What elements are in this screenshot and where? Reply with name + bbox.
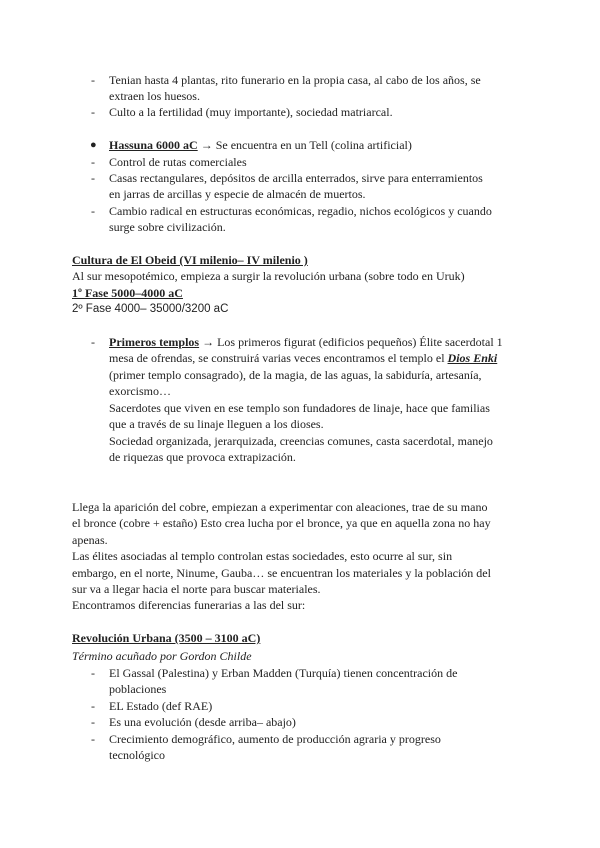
- bullet-icon: ●: [90, 139, 97, 151]
- list-dash: -: [91, 732, 95, 746]
- paragraph-line: embargo, en el norte, Ninume, Gauba… se encuentran los materiales y la población del: [72, 566, 491, 580]
- templos-text: exorcismo…: [109, 384, 171, 398]
- templos-text: Sociedad organizada, jerarquizada, creencias comunes, casta sacerdotal, manejo: [109, 434, 493, 448]
- list-dash: -: [91, 155, 95, 169]
- list-item: Es una evolución (desde arriba– abajo): [109, 715, 296, 729]
- list-item: Tenian hasta 4 plantas, rito funerario en la propia casa, al cabo de los años, se: [109, 73, 481, 87]
- list-item-continuation: extraen los huesos.: [109, 89, 200, 103]
- list-dash: -: [91, 73, 95, 87]
- paragraph-line: Las élites asociadas al templo controlan estas sociedades, esto ocurre al sur, sin: [72, 549, 453, 563]
- fase-1-heading: 1º Fase 5000–4000 aC: [72, 286, 183, 300]
- list-dash: -: [91, 699, 95, 713]
- list-dash: -: [91, 105, 95, 119]
- list-dash: -: [91, 666, 95, 680]
- templos-text: (primer templo consagrado), de la magia, de las aguas, la sabiduría, artesanía,: [109, 368, 482, 382]
- hassuna-title: Hassuna 6000 aC: [109, 138, 198, 152]
- list-item-continuation: surge sobre civilización.: [109, 220, 226, 234]
- hassuna-line: [109, 137, 412, 153]
- paragraph-line: Llega la aparición del cobre, empiezan a experimentar con aleaciones, trae de su mano: [72, 500, 488, 514]
- fase-2-text: 2º Fase 4000– 35000/3200 aC: [72, 303, 229, 315]
- templos-title: Primeros templos: [109, 335, 200, 349]
- templos-line: [109, 334, 503, 350]
- section-heading-revolucion: Revolución Urbana (3500 – 3100 aC): [72, 631, 261, 645]
- templos-text: que a través de su linaje lleguen a los dioses.: [109, 417, 324, 431]
- paragraph: Al sur mesopotémico, empieza a surgir la revolución urbana (sobre todo en Uruk): [72, 269, 465, 283]
- paragraph-line: el bronce (cobre + estaño) Esto crea lucha por el bronce, ya que en aquella zona no hay: [72, 516, 491, 530]
- list-item: Crecimiento demográfico, aumento de producción agraria y progreso: [109, 732, 441, 746]
- list-item: El Gassal (Palestina) y Erban Madden (Turquía) tienen concentración de: [109, 666, 458, 680]
- list-item-continuation: poblaciones: [109, 682, 167, 696]
- list-item: Casas rectangulares, depósitos de arcilla enterrados, sirve para enterramientos: [109, 171, 483, 185]
- list-dash: -: [91, 715, 95, 729]
- list-item: Culto a la fertilidad (muy importante), sociedad matriarcal.: [109, 105, 393, 119]
- templos-text: Sacerdotes que viven en ese templo son fundadores de linaje, hace que familias: [109, 401, 490, 415]
- templos-text: de riquezas que provoca extrapización.: [109, 450, 296, 464]
- dios-enki: Dios Enki: [447, 351, 498, 365]
- section-heading-obeid: Cultura de El Obeid (VI milenio– IV milenio ): [72, 253, 308, 267]
- paragraph-line: sur va a llegar hacia el norte para buscar materiales.: [72, 582, 321, 596]
- list-item: Control de rutas comerciales: [109, 155, 247, 169]
- arrow-icon: →: [202, 335, 215, 349]
- templos-line-2: [109, 350, 497, 366]
- paragraph-line: Encontramos diferencias funerarias a las del sur:: [72, 598, 306, 612]
- list-item: Cambio radical en estructuras económicas, regadio, nichos ecológicos y cuando: [109, 204, 492, 218]
- list-item-continuation: tecnológico: [109, 748, 165, 762]
- list-item: EL Estado (def RAE): [109, 699, 213, 713]
- list-dash: -: [91, 171, 95, 185]
- templos-text: mesa de ofrendas, se construirá varias veces encontramos el templo el: [109, 351, 445, 365]
- arrow-icon: →: [200, 138, 213, 152]
- list-dash: -: [91, 335, 95, 349]
- list-item-continuation: en jarras de arcillas y especie de almacén de muertos.: [109, 187, 366, 201]
- templos-text: Los primeros figurat (edificios pequeños) Élite sacerdotal 1: [217, 335, 503, 349]
- subtitle: Término acuñado por Gordon Childe: [72, 649, 252, 663]
- list-dash: -: [91, 204, 95, 218]
- hassuna-desc: Se encuentra en un Tell (colina artificial): [215, 138, 412, 152]
- paragraph-line: apenas.: [72, 533, 108, 547]
